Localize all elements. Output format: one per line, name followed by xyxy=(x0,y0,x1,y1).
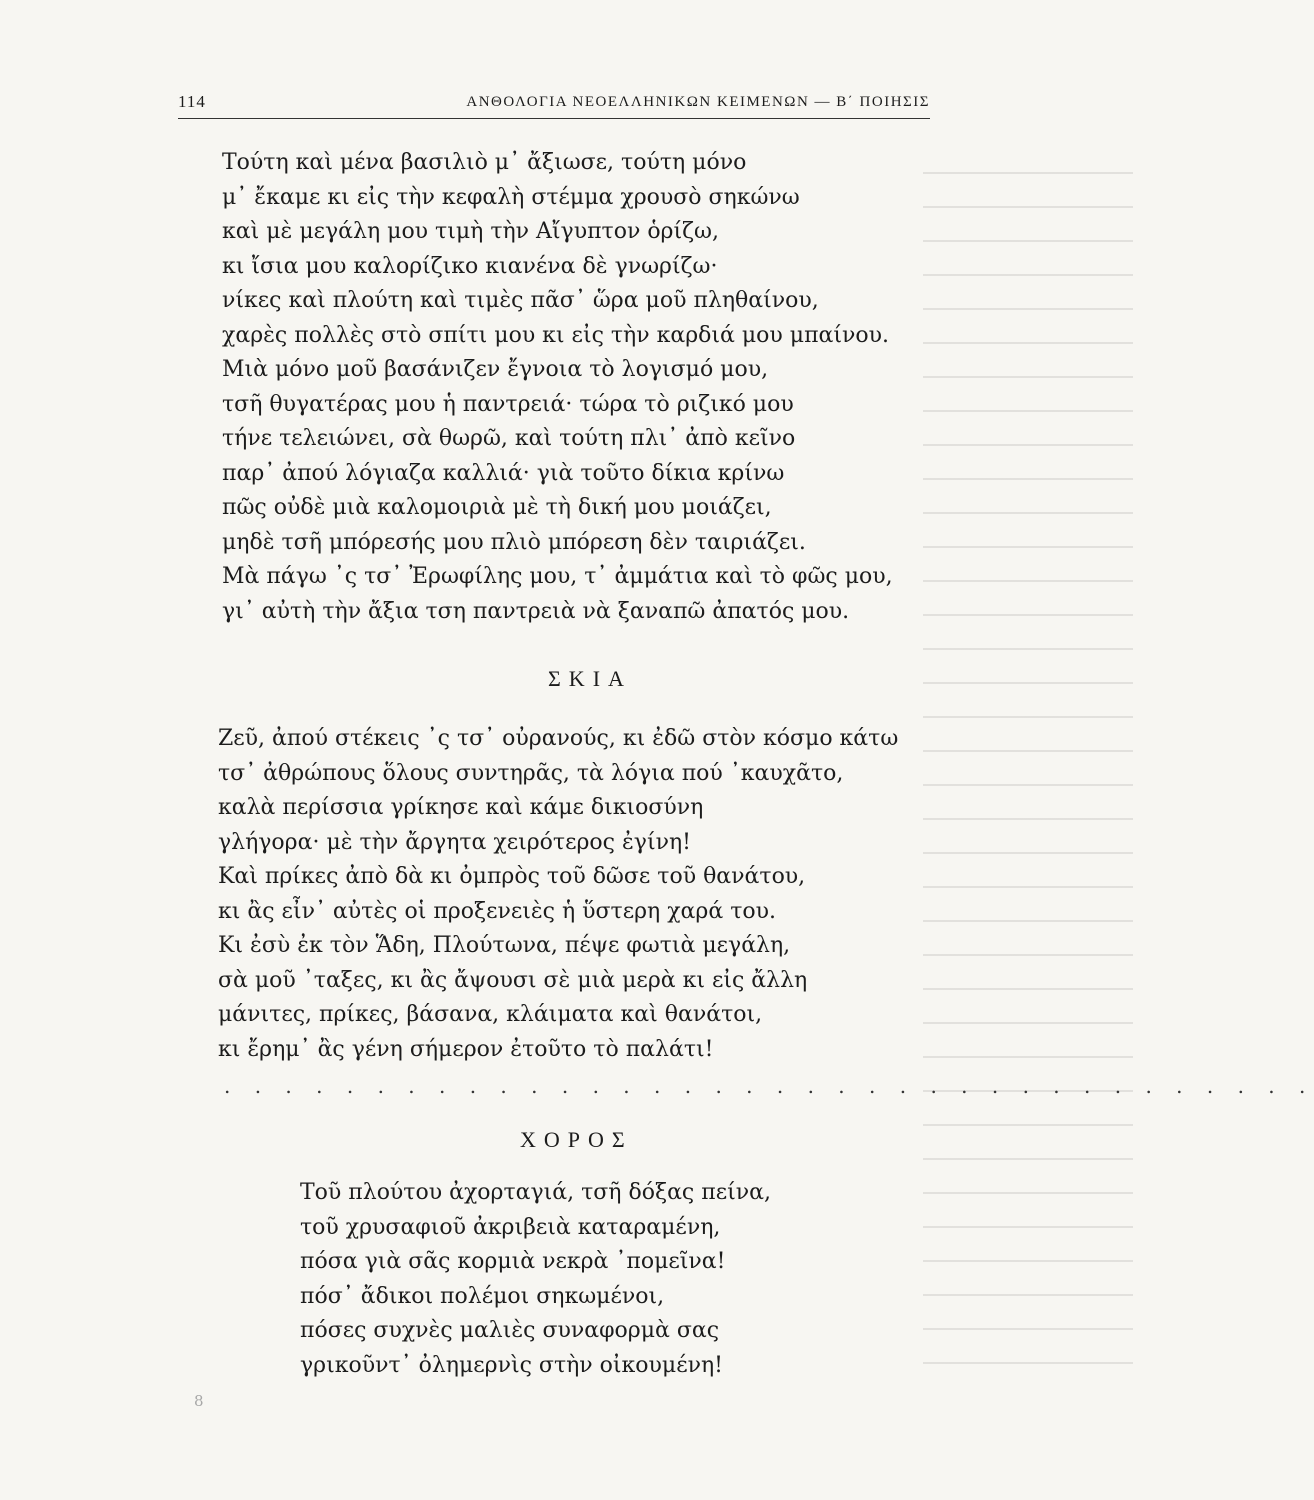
verse-line: γλήγορα· μὲ τὴν ἄργητα χειρότερος ἐγίνη! xyxy=(218,829,691,855)
verse-line: μηδὲ τσῆ μπόρεσής μου πλιὸ μπόρεση δὲν ταιριάζει. xyxy=(222,529,806,555)
verse-line: μάνιτες, πρίκες, βάσανα, κλάιματα καὶ θανάτοι, xyxy=(218,1002,763,1027)
bleed-through-shadow xyxy=(923,150,1133,1390)
verse-line: σὰ μοῦ ᾽ταξες, κι ἂς ἄψουσι σὲ μιὰ μερὰ κι εἰς ἄλλη xyxy=(218,967,808,993)
verse-line: Τούτη καὶ μένα βασιλιὸ μ᾽ ἄξιωσε, τούτη μόνο xyxy=(222,150,747,175)
verse-line: τσῆ θυγατέρας μου ἡ παντρειά· τώρα τὸ ριζικό μου xyxy=(222,391,794,417)
verse-line: πῶς οὐδὲ μιὰ καλομοιριὰ μὲ τὴ δική μου μοιάζει, xyxy=(222,495,772,520)
section-title-choros: ΧΟΡΟΣ xyxy=(520,1127,633,1152)
verse-line: κι ἂς εἶν᾽ αὐτὲς οἱ προξενειὲς ἡ ὕστερη χαρά του. xyxy=(218,898,776,924)
verse-block-1 xyxy=(222,146,893,629)
verse-line: Τοῦ πλούτου ἀχορταγιά, τσῆ δόξας πείνα, xyxy=(300,1180,771,1205)
verse-line: Μιὰ μόνο μοῦ βασάνιζεν ἔγνοια τὸ λογισμό μου, xyxy=(222,357,769,382)
verse-line: παρ᾽ ἀπού λόγιαζα καλλιά· γιὰ τοῦτο δίκια κρίνω xyxy=(222,460,785,486)
verse-line: πόσα γιὰ σᾶς κορμιὰ νεκρὰ ᾽πομεῖνα! xyxy=(300,1249,726,1274)
verse-line: πόσ᾽ ἄδικοι πολέμοι σηκωμένοι, xyxy=(300,1283,665,1309)
verse-line: Μὰ πάγω ᾽ς τσ᾽ Ἐρωφίλης μου, τ᾽ ἀμμάτια καὶ τὸ φῶς μου, xyxy=(222,564,893,589)
running-head: ΑΝΘΟΛΟΓΙΑ ΝΕΟΕΛΛΗΝΙΚΩΝ ΚΕΙΜΕΝΩΝ — Β΄ ΠΟΙΗΣΙΣ xyxy=(466,94,930,110)
verse-line: τοῦ χρυσαφιοῦ ἀκριβειὰ καταραμένη, xyxy=(300,1214,721,1240)
section-title-skia: ΣΚΙΑ xyxy=(548,666,632,691)
verse-line: κι ἔρημ᾽ ἂς γένη σήμερον ἐτοῦτο τὸ παλάτι! xyxy=(218,1036,714,1062)
verse-line: μ᾽ ἔκαμε κι εἰς τὴν κεφαλὴ στέμμα χρουσὸ σηκώνω xyxy=(222,184,800,210)
verse-block-2 xyxy=(218,722,898,1067)
signature-mark: 8 xyxy=(194,1392,204,1410)
verse-line: τσ᾽ ἀθρώπους ὅλους συντηρᾶς, τὰ λόγια πού ᾽καυχᾶτο, xyxy=(218,760,844,786)
page-header xyxy=(178,88,930,119)
verse-line: καὶ μὲ μεγάλη μου τιμὴ τὴν Αἴγυπτον ὁρίζω, xyxy=(222,219,719,244)
verse-line: Ζεῦ, ἀπού στέκεις ᾽ς τσ᾽ οὐρανούς, κι ἐδῶ στὸν κόσμο κάτω xyxy=(218,726,899,751)
verse-line: τήνε τελειώνει, σὰ θωρῶ, καὶ τούτη πλι᾽ ἀπὸ κεῖνο xyxy=(222,426,796,451)
verse-line: γι᾽ αὐτὴ τὴν ἄξια τση παντρειὰ νὰ ξαναπῶ ἀπατός μου. xyxy=(222,598,850,624)
verse-line: κι ἴσια μου καλορίζικο κιανένα δὲ γνωρίζω· xyxy=(222,253,718,279)
verse-line: χαρὲς πολλὲς στὸ σπίτι μου κι εἰς τὴν καρδιά μου μπαίνου. xyxy=(222,322,890,348)
verse-line: Καὶ πρίκες ἀπὸ δὰ κι ὀμπρὸς τοῦ δῶσε τοῦ θανάτου, xyxy=(218,864,806,889)
verse-line: γρικοῦντ᾽ ὀλημερνὶς στὴν οἰκουμένη! xyxy=(300,1352,723,1378)
verse-line: νίκες καὶ πλούτη καὶ τιμὲς πᾶσ᾽ ὥρα μοῦ πληθαίνου, xyxy=(222,288,819,313)
verse-line: καλὰ περίσσια γρίκησε καὶ κάμε δικιοσύνη xyxy=(218,795,704,820)
ellipsis-separator: . . . . . . . . . . . . . . . . . . . . . . . . . . . . . . . . . . . . xyxy=(224,1074,1314,1098)
verse-line: Κι ἐσὺ ἐκ τὸν Ἅδη, Πλούτωνα, πέψε φωτιὰ μεγάλη, xyxy=(218,933,791,958)
page-number: 114 xyxy=(178,92,206,111)
verse-line: πόσες συχνὲς μαλιὲς συναφορμὰ σας xyxy=(300,1318,720,1343)
verse-block-3 xyxy=(300,1176,771,1383)
